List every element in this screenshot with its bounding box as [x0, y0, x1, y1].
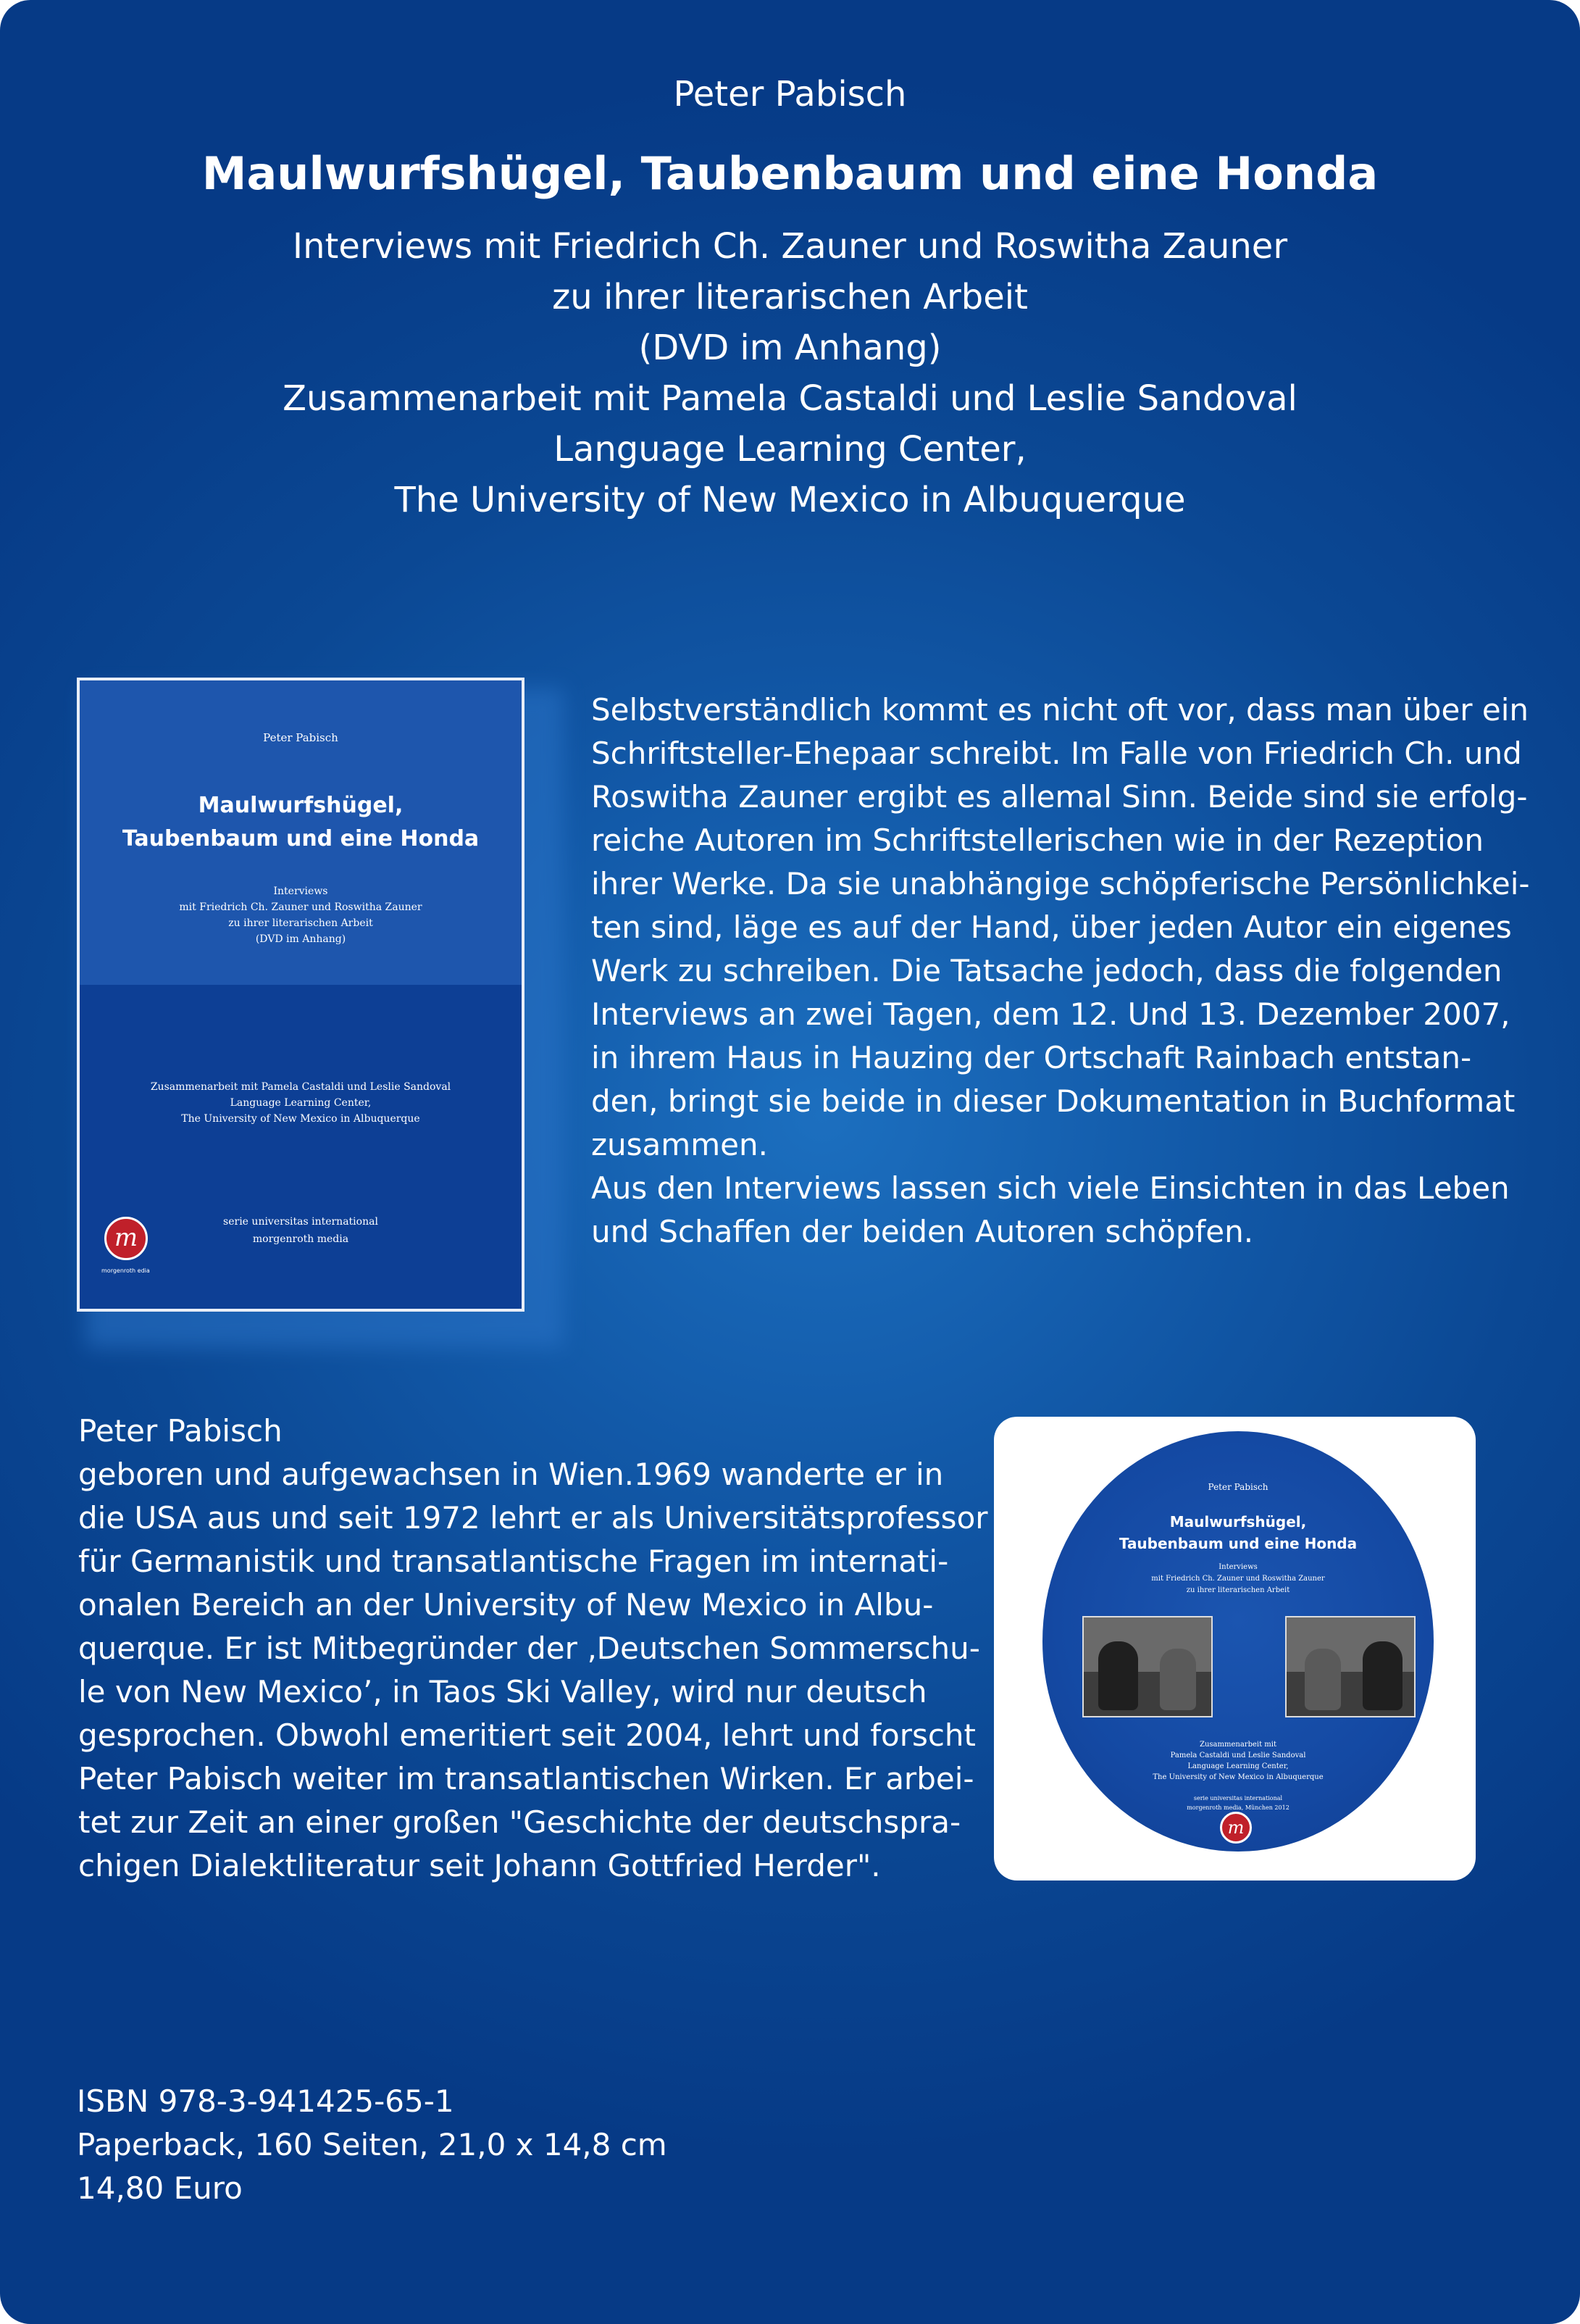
publisher-logo-icon: m [104, 1217, 148, 1260]
description-line: Selbstverständlich kommt es nicht oft vor, dass man über ein [591, 692, 1529, 728]
bio-line: le von New Mexico’, in Taos Ski Valley, wird nur deutsch [78, 1674, 927, 1709]
description-line: Schriftsteller-Ehepaar schreibt. Im Falle von Friedrich Ch. und [591, 736, 1522, 771]
cover-collab-line: Language Learning Center, [230, 1097, 372, 1109]
description-line: Interviews an zwei Tagen, dem 12. Und 13. Dezember 2007, [591, 996, 1510, 1032]
dvd-series [1042, 1794, 1434, 1812]
book-description [591, 688, 1533, 1254]
cover-subtitle [80, 883, 522, 947]
dvd-title [1042, 1511, 1434, 1554]
interview-photo-right [1285, 1616, 1416, 1717]
cover-title [80, 789, 522, 856]
cover-bottom-panel [80, 985, 522, 1309]
interview-photo-left [1082, 1616, 1213, 1717]
subtitle-line: Language Learning Center, [553, 429, 1027, 470]
description-line: Aus den Interviews lassen sich viele Einsichten in das Leben [591, 1170, 1510, 1206]
price: 14,80 Euro [77, 2170, 243, 2206]
cover-title-line: Taubenbaum und eine Honda [122, 826, 480, 851]
cover-collaboration [80, 1079, 522, 1127]
book-details [77, 2080, 667, 2210]
bio-line: Peter Pabisch weiter im transatlantischen Wirken. Er arbei- [78, 1761, 974, 1796]
format-info: Paperback, 160 Seiten, 21,0 x 14,8 cm [77, 2127, 667, 2162]
cover-collab-line: The University of New Mexico in Albuquerque [181, 1113, 420, 1125]
cover-sub-line: Interviews [273, 886, 328, 897]
cover-collab-line: Zusammenarbeit mit Pamela Castaldi und Leslie Sandoval [150, 1081, 451, 1093]
description-line: ihrer Werke. Da sie unabhängige schöpferische Persönlichkei- [591, 866, 1530, 901]
header-author: Peter Pabisch [673, 74, 907, 114]
cover-author: Peter Pabisch [263, 731, 338, 744]
description-line: reiche Autoren im Schriftstellerischen wie in der Rezeption [591, 822, 1484, 858]
cover-title-line: Maulwurfshügel, [198, 793, 404, 818]
cover-sub-line: zu ihrer literarischen Arbeit [228, 917, 373, 929]
bio-line: querque. Er ist Mitbegründer der ‚Deutschen Sommerschu- [78, 1630, 980, 1666]
person-figure [1305, 1649, 1341, 1710]
dvd-collab-line: Pamela Castaldi und Leslie Sandoval [1170, 1752, 1306, 1759]
subtitle-line: zu ihrer literarischen Arbeit [552, 277, 1028, 317]
subtitle-line: The University of New Mexico in Albuquerque [394, 480, 1186, 520]
bio-line: für Germanistik und transatlantische Fragen im internati- [78, 1544, 949, 1579]
bio-line: Peter Pabisch [78, 1413, 283, 1449]
person-figure [1160, 1649, 1196, 1710]
dvd-series-line: serie universitas international [1193, 1795, 1283, 1802]
dvd-sub-line: zu ihrer literarischen Arbeit [1186, 1586, 1290, 1594]
book-subtitle [0, 221, 1580, 525]
dvd-card [994, 1417, 1476, 1881]
dvd-subtitle [1042, 1562, 1434, 1596]
dvd-series-line: morgenroth media, München 2012 [1187, 1804, 1290, 1811]
dvd-sub-line: mit Friedrich Ch. Zauner und Roswitha Zauner [1151, 1575, 1325, 1583]
dvd-collaboration [1042, 1739, 1434, 1783]
bio-line: onalen Bereich an der University of New Mexico in Albu- [78, 1587, 934, 1623]
description-line: Werk zu schreiben. Die Tatsache jedoch, dass die folgenden [591, 953, 1502, 988]
dvd-title-line: Taubenbaum und eine Honda [1119, 1535, 1358, 1552]
book-title: Maulwurfshügel, Taubenbaum und eine Honda [201, 147, 1379, 200]
isbn: ISBN 978-3-941425-65-1 [77, 2083, 454, 2119]
description-line: zusammen. [591, 1127, 768, 1162]
description-line: ten sind, läge es auf der Hand, über jeden Autor ein eigenes [591, 909, 1512, 945]
description-line: und Schaffen der beiden Autoren schöpfen. [591, 1214, 1254, 1249]
subtitle-line: (DVD im Anhang) [638, 328, 942, 368]
bio-line: tet zur Zeit an einer großen "Geschichte der deutschspra- [78, 1804, 961, 1840]
cover-series-line: serie universitas international [223, 1216, 378, 1228]
description-line: den, bringt sie beide in dieser Dokumentation in Buchformat [591, 1083, 1516, 1119]
dvd-publisher-logo-icon: m [1220, 1812, 1252, 1844]
person-figure [1098, 1641, 1138, 1710]
dvd-disc-image [1042, 1431, 1434, 1852]
cover-series-line: morgenroth media [252, 1233, 349, 1245]
bio-line: gesprochen. Obwohl emeritiert seit 2004, lehrt und forscht [78, 1717, 977, 1753]
cover-sub-line: mit Friedrich Ch. Zauner und Roswitha Zauner [179, 901, 422, 913]
dvd-collab-line: Zusammenarbeit mit [1200, 1741, 1276, 1749]
author-biography [78, 1409, 988, 1888]
header [0, 69, 1580, 525]
description-line: in ihrem Haus in Hauzing der Ortschaft Rainbach entstan- [591, 1040, 1472, 1075]
subtitle-line: Interviews mit Friedrich Ch. Zauner und Roswitha Zauner [292, 226, 1288, 267]
description-line: Roswitha Zauner ergibt es allemal Sinn. Beide sind sie erfolg- [591, 779, 1528, 815]
bio-line: chigen Dialektliteratur seit Johann Gottfried Herder". [78, 1848, 881, 1883]
subtitle-line: Zusammenarbeit mit Pamela Castaldi und Leslie Sandoval [283, 378, 1297, 419]
cover-sub-line: (DVD im Anhang) [255, 933, 346, 945]
book-cover-image [77, 678, 524, 1312]
person-figure [1363, 1641, 1403, 1710]
logo-caption: morgenroth edia [101, 1267, 150, 1274]
dvd-collab-line: The University of New Mexico in Albuquerque [1153, 1773, 1324, 1781]
dvd-sub-line: Interviews [1219, 1563, 1258, 1571]
bio-line: geboren und aufgewachsen in Wien.1969 wanderte er in [78, 1457, 944, 1492]
dvd-collab-line: Language Learning Center, [1187, 1762, 1289, 1770]
dvd-author: Peter Pabisch [1208, 1482, 1268, 1492]
bio-line: die USA aus und seit 1972 lehrt er als Universitätsprofessor [78, 1500, 988, 1536]
dvd-title-line: Maulwurfshügel, [1169, 1513, 1307, 1530]
